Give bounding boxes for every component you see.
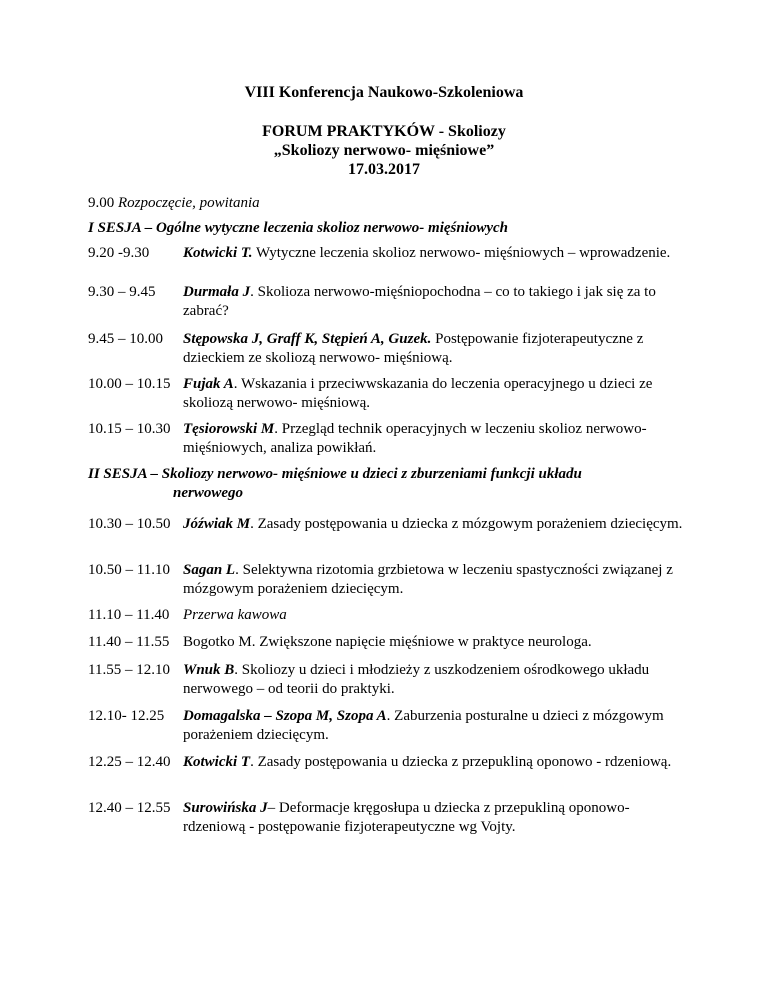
session-2-title-line1: II SESJA – Skoliozy nerwowo- mięśniowe u dzieci z zburzeniami funkcji układu xyxy=(88,466,582,482)
program-item xyxy=(88,661,688,699)
item-text: . Przegląd technik operacyjnych w leczeniu skolioz nerwowo-mięśniowych, analiza powikłań. xyxy=(183,421,647,456)
program-item xyxy=(88,633,688,652)
item-author: Kotwicki T. xyxy=(183,245,253,261)
program-item xyxy=(88,515,688,534)
item-time: 10.00 – 10.15 xyxy=(88,376,171,392)
item-author: Wnuk B xyxy=(183,662,235,678)
item-time: 12.10- 12.25 xyxy=(88,708,165,724)
program-item xyxy=(88,375,688,413)
item-text: – Deformacje kręgosłupa u dziecka z przepukliną oponowo-rdzeniową - postępowanie fizjoterapeutyczne wg Vojty. xyxy=(183,800,630,835)
item-author: Sagan L xyxy=(183,562,236,578)
program-item xyxy=(88,283,688,321)
program-item xyxy=(88,799,688,837)
program-item xyxy=(88,330,688,368)
program-item xyxy=(88,244,688,263)
item-text: . Zasady postępowania u dziecka z mózgowym porażeniem dziecięcym. xyxy=(250,516,683,532)
item-text: Bogotko M. Zwiększone napięcie mięśniowe w praktyce neurologa. xyxy=(183,634,592,650)
item-author: Jóźwiak M xyxy=(183,516,251,532)
item-time: 10.50 – 11.10 xyxy=(88,562,170,578)
item-author: Kotwicki T xyxy=(183,754,251,770)
item-time: 12.25 – 12.40 xyxy=(88,754,171,770)
item-author: Surowińska J xyxy=(183,800,268,816)
header xyxy=(0,83,768,179)
program-item xyxy=(88,707,688,745)
item-text: . Skoliozy u dzieci i młodzieży z uszkodzeniem ośrodkowego układu nerwowego – od teorii do praktyki. xyxy=(183,662,650,697)
item-time: 11.55 – 12.10 xyxy=(88,662,170,678)
program-item xyxy=(88,420,688,458)
item-text: Postępowanie fizjoterapeutyczne z dzieckiem ze skoliozą nerwowo- mięśniową. xyxy=(183,331,644,366)
event-date: 17.03.2017 xyxy=(348,161,420,178)
program-item-break xyxy=(88,606,688,625)
item-author: Fujak A xyxy=(183,376,234,392)
item-author: Domagalska – Szopa M, Szopa A xyxy=(183,708,387,724)
item-text: . Zaburzenia posturalne u dzieci z mózgowym porażeniem dziecięcym. xyxy=(183,708,664,743)
item-time: 11.40 – 11.55 xyxy=(88,634,170,650)
item-author: Stępowska J, Graff K, Stępień A, Guzek. xyxy=(183,331,432,347)
item-text: Wytyczne leczenia skolioz nerwowo- mięśniowych – wprowadzenie. xyxy=(252,245,671,261)
item-time: 10.30 – 10.50 xyxy=(88,516,171,532)
item-text: . Zasady postępowania u dziecka z przepukliną oponowo - rdzeniową. xyxy=(250,754,672,770)
item-text: Przerwa kawowa xyxy=(183,607,287,623)
session-2-title xyxy=(88,465,708,503)
item-author: Durmała J xyxy=(183,284,251,300)
item-text: . Selektywna rizotomia grzbietowa w leczeniu spastyczności związanej z mózgowym porażeniem dziecięcym. xyxy=(183,562,673,597)
item-time: 9.30 – 9.45 xyxy=(88,284,156,300)
session-1-title: I SESJA – Ogólne wytyczne leczenia skolioz nerwowo- mięśniowych xyxy=(88,220,509,236)
opening-line xyxy=(88,194,260,213)
item-time: 10.15 – 10.30 xyxy=(88,421,171,437)
item-time: 9.20 -9.30 xyxy=(88,245,150,261)
program-item xyxy=(88,753,688,772)
program-item xyxy=(88,561,688,599)
forum-title: FORUM PRAKTYKÓW - Skoliozy xyxy=(262,123,506,140)
item-text: . Skolioza nerwowo-mięśniopochodna – co to takiego i jak się za to zabrać? xyxy=(183,284,656,319)
item-time: 9.45 – 10.00 xyxy=(88,331,163,347)
item-time: 12.40 – 12.55 xyxy=(88,800,171,816)
session-2-title-line2: nerwowego xyxy=(173,485,244,501)
conference-title: VIII Konferencja Naukowo-Szkoleniowa xyxy=(244,84,524,101)
item-text: . Wskazania i przeciwwskazania do leczenia operacyjnego u dzieci ze skoliozą nerwowo- mięśniową. xyxy=(183,376,653,411)
forum-subtitle: „Skoliozy nerwowo- mięśniowe” xyxy=(273,142,495,159)
item-time: 11.10 – 11.40 xyxy=(88,607,170,623)
item-author: Tęsiorowski M xyxy=(183,421,275,437)
opening-time: 9.00 xyxy=(88,195,115,211)
opening-text: Rozpoczęcie, powitania xyxy=(118,195,260,211)
